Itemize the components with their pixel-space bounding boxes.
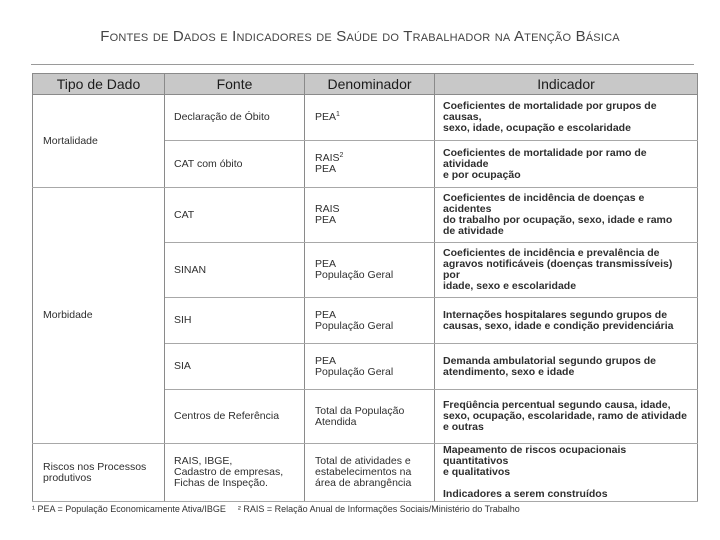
- indicador-line: Indicadores a serem construídos: [443, 488, 608, 500]
- fonte-cell: Centros de Referência: [165, 390, 305, 444]
- denominador-line: Total da População: [315, 404, 405, 417]
- indicador-line: Demanda ambulatorial segundo grupos de: [443, 354, 656, 367]
- indicador-line: de atividade: [443, 225, 504, 237]
- denominador-line: PEA: [315, 258, 337, 270]
- indicador-line: Coeficientes de mortalidade por ramo de atividade: [443, 146, 647, 170]
- indicador-cell: [435, 188, 698, 243]
- indicador-cell: [435, 243, 698, 298]
- denominador-line: População Geral: [315, 269, 394, 281]
- fonte-cell: SINAN: [165, 243, 305, 298]
- indicador-cell: [435, 141, 698, 188]
- indicador-line: Coeficientes de incidência de doenças e acidentes: [443, 192, 645, 215]
- denominador-cell: [305, 188, 435, 243]
- fonte-cell: [165, 444, 305, 502]
- footnote-marker: 1: [336, 111, 340, 118]
- denominador-line: População Geral: [315, 365, 394, 378]
- denominador-cell: [305, 141, 435, 188]
- group-morbidade: Morbidade: [33, 188, 165, 444]
- indicators-table: [32, 73, 698, 502]
- denominador-line: PEA: [315, 354, 337, 367]
- denominador-line: Atendida: [315, 415, 357, 428]
- header-row: [33, 74, 698, 95]
- denominador-cell: [305, 390, 435, 444]
- indicador-line: e por ocupação: [443, 168, 521, 181]
- fonte-cell: Declaração de Óbito: [165, 95, 305, 141]
- indicador-line: agravos notificáveis (doenças transmissíveis) por: [443, 258, 673, 281]
- footnotes: [32, 504, 520, 514]
- fonte-cell: SIH: [165, 298, 305, 344]
- fonte-line: RAIS, IBGE,: [174, 455, 233, 467]
- indicador-line: atendimento, sexo e idade: [443, 365, 575, 378]
- indicador-line: e outras: [443, 421, 484, 433]
- denominador-cell: [305, 243, 435, 298]
- indicador-line: Coeficientes de mortalidade por grupos de causas,: [443, 100, 657, 123]
- footnote-rais: ² RAIS = Relação Anual de Informações Sociais/Ministério do Trabalho: [237, 504, 520, 514]
- indicador-cell: [435, 390, 698, 444]
- denominador-cell: [305, 95, 435, 141]
- header-fonte: Fonte: [165, 74, 305, 95]
- denominador-text: RAIS: [315, 152, 340, 164]
- indicador-line: Coeficientes de incidência e prevalência de: [443, 247, 660, 259]
- fonte-line: Fichas de Inspeção.: [174, 477, 268, 489]
- group-mortalidade: Mortalidade: [33, 95, 165, 188]
- denominador-line: RAIS: [315, 203, 340, 215]
- table-row: [33, 188, 698, 243]
- header-denominador: Denominador: [305, 74, 435, 95]
- group-riscos-line: Riscos nos Processos: [43, 460, 147, 473]
- fonte-cell: SIA: [165, 344, 305, 390]
- denominador-line: Total de atividades e: [315, 455, 411, 467]
- denominador-line: População Geral: [315, 319, 394, 332]
- group-riscos: [33, 444, 165, 502]
- indicador-cell: [435, 298, 698, 344]
- indicador-cell: [435, 344, 698, 390]
- indicador-cell: [435, 444, 698, 502]
- indicador-line: Internações hospitalares segundo grupos de: [443, 308, 668, 321]
- indicador-line: Freqüência percentual segundo causa, idade,: [443, 399, 671, 411]
- footnote-marker: 2: [339, 152, 344, 159]
- fonte-cell: CAT com óbito: [165, 141, 305, 188]
- title-divider: [31, 64, 694, 65]
- group-riscos-line: produtivos: [43, 471, 92, 484]
- fonte-line: Cadastro de empresas,: [174, 466, 284, 478]
- denominador-line: área de abrangência: [315, 477, 412, 489]
- denominador-line: estabelecimentos na: [315, 466, 412, 478]
- footnote-pea: ¹ PEA = População Economicamente Ativa/IBGE: [32, 504, 226, 514]
- table-row: [33, 95, 698, 141]
- denominador-line: PEA: [315, 214, 337, 226]
- indicador-line: e qualitativos: [443, 466, 511, 478]
- header-indicador: Indicador: [435, 74, 698, 95]
- indicador-line: sexo, ocupação, escolaridade, ramo de atividade: [443, 410, 687, 422]
- indicador-line: idade, sexo e escolaridade: [443, 280, 577, 292]
- indicador-line: Mapeamento de riscos ocupacionais quantitativos: [443, 444, 627, 467]
- denominador-line: PEA: [315, 163, 337, 175]
- denominador-cell: [305, 298, 435, 344]
- page-title: Fontes de Dados e Indicadores de Saúde do Trabalhador na Atenção Básica: [100, 28, 620, 45]
- table-row: [33, 444, 698, 502]
- indicador-line: do trabalho por ocupação, sexo, idade e ramo: [443, 214, 673, 226]
- fonte-cell: CAT: [165, 188, 305, 243]
- denominador-line: PEA: [315, 308, 337, 321]
- denominador-cell: [305, 344, 435, 390]
- header-tipo: Tipo de Dado: [33, 74, 165, 95]
- denominador-cell: [305, 444, 435, 502]
- indicador-cell: [435, 95, 698, 141]
- denominador-text: PEA: [315, 111, 337, 123]
- indicador-line: causas, sexo, idade e condição previdenciária: [443, 319, 674, 332]
- indicador-line: sexo, idade, ocupação e escolaridade: [443, 122, 631, 134]
